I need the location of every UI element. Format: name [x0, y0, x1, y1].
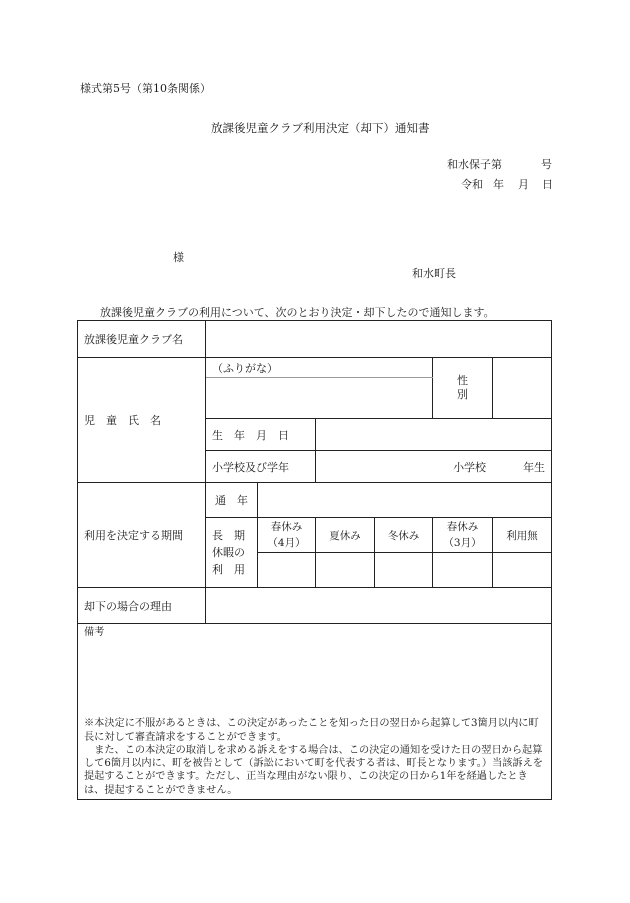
holiday-cell[interactable]: [316, 553, 375, 588]
holiday-cell[interactable]: [493, 553, 552, 588]
holiday-header: [493, 518, 552, 553]
gender-label: [433, 358, 493, 419]
issuer: 和水町長: [412, 267, 456, 280]
gender-label-2: 別: [457, 388, 468, 401]
holiday-winter: 冬休み: [387, 529, 420, 542]
doc-number-prefix: 和水保子第: [447, 158, 502, 171]
school-field[interactable]: [316, 451, 552, 483]
appeal-note: ※本決定に不服があるときは、この決定があったことを知った日の翌日から起算して3箇月以内に町長に対して審査請求をすることができます。: [84, 718, 539, 743]
holiday-header: [316, 518, 375, 553]
rejection-reason-field[interactable]: [206, 588, 552, 624]
gender-field[interactable]: [493, 358, 552, 419]
rejection-reason-label: 却下の場合の理由: [78, 588, 206, 624]
long-holiday-label-2: 休暇の: [212, 546, 245, 559]
intro-text: 放課後児童クラブの利用について、次のとおり決定・却下したので通知します。: [100, 306, 495, 319]
period-label: 利用を決定する期間: [78, 483, 206, 588]
holiday-spring-mar: 春休み: [446, 521, 479, 533]
form-number: 様式第5号（第10条関係）: [80, 82, 211, 95]
birthdate-label: 生 年 月 日: [206, 419, 316, 451]
long-holiday-label-1: 長 期: [212, 529, 245, 542]
year-round-field[interactable]: [258, 483, 552, 518]
remarks-section: [78, 624, 552, 800]
child-name-field[interactable]: [206, 378, 433, 419]
date-day: 日: [542, 178, 553, 191]
recipient-honorific: 様: [173, 251, 184, 264]
holiday-spring-mar-month: （3月）: [443, 537, 482, 549]
club-name-label: 放課後児童クラブ名: [78, 321, 206, 358]
school-label: 小学校及び学年: [206, 451, 316, 483]
furigana-label: （ふりがな）: [206, 358, 433, 378]
lawsuit-note: また、この本決定の取消しを求める訴えをする場合は、この決定の通知を受けた日の翌日から起算して6箇月以内に、町を被告として（訴訟において町を代表する者は、町長となります。）当該訴えを提起することができます。ただし、正当な理由がない限り、この決定の日から1年を経過したときは、提起することができません。: [84, 744, 543, 796]
date-year: 年: [493, 178, 504, 191]
holiday-header: [433, 518, 493, 553]
club-name-field[interactable]: [206, 321, 552, 358]
child-name-label: 児 童 氏 名: [78, 358, 206, 483]
date-era: 令和: [461, 178, 483, 191]
holiday-header: [375, 518, 433, 553]
holiday-cell[interactable]: [433, 553, 493, 588]
date-month: 月: [518, 178, 529, 191]
school-suffix: 小学校: [453, 460, 487, 474]
holiday-header: [258, 518, 316, 553]
birthdate-field[interactable]: [316, 419, 552, 451]
holiday-summer: 夏休み: [329, 529, 361, 542]
grade-suffix: 年生: [523, 460, 546, 474]
remarks-label: 備考: [84, 627, 105, 639]
year-round-label: 通 年: [206, 483, 258, 518]
gender-label-1: 性: [457, 374, 468, 387]
doc-number-suffix: 号: [541, 158, 552, 171]
long-holiday-label: [206, 518, 258, 588]
decision-table: [77, 320, 552, 800]
holiday-spring-apr-month: （4月）: [267, 537, 306, 549]
long-holiday-label-3: 利 用: [212, 563, 245, 576]
holiday-cell[interactable]: [375, 553, 433, 588]
holiday-spring-apr: 春休み: [270, 521, 303, 533]
holiday-cell[interactable]: [258, 553, 316, 588]
document-title: 放課後児童クラブ利用決定（却下）通知書: [211, 121, 430, 135]
holiday-none: 利用無: [506, 529, 538, 542]
